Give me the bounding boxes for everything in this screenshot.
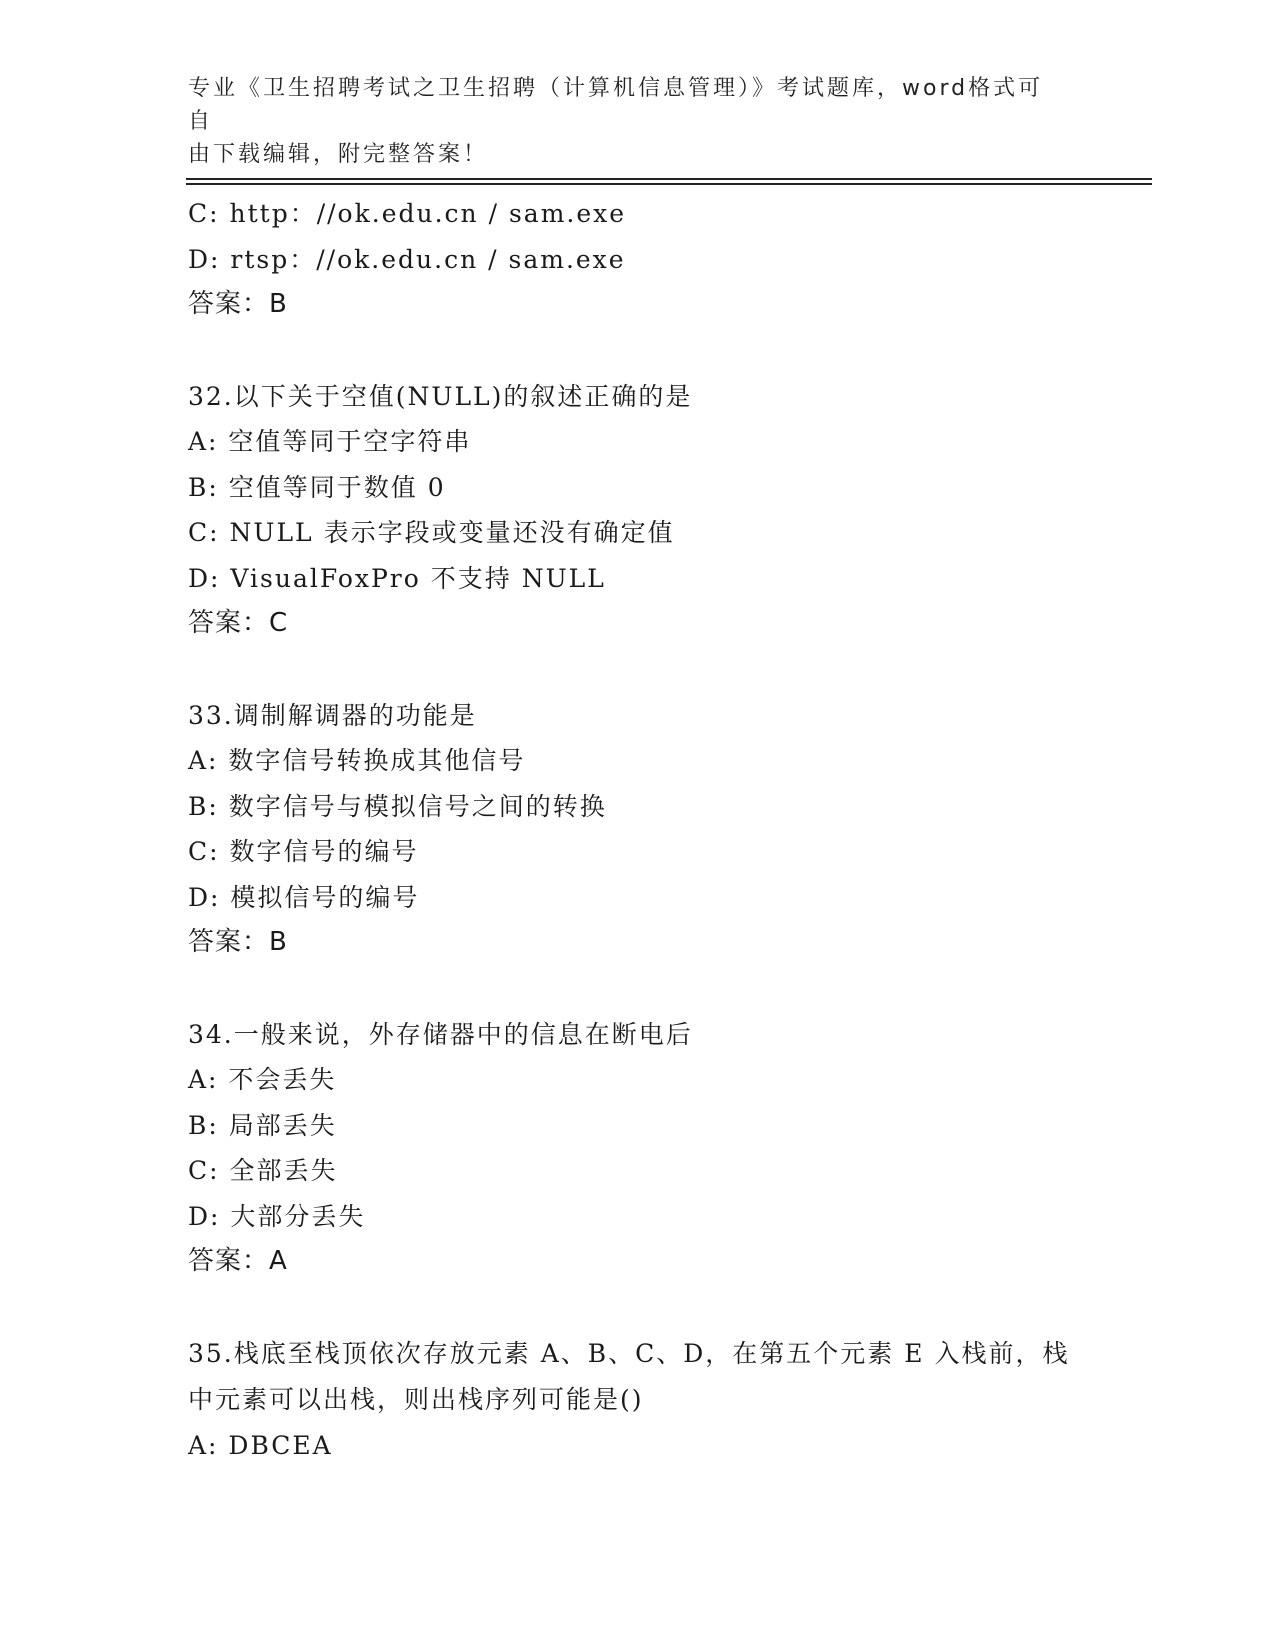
- option-c: C: NULL 表示字段或变量还没有确定值: [188, 518, 675, 547]
- option-c: C: http：//ok.edu.cn / sam.exe: [188, 199, 627, 228]
- question-stem: 32.以下关于空值(NULL)的叙述正确的是: [188, 381, 693, 411]
- question-32: [188, 374, 1088, 647]
- option-d: D: rtsp：//ok.edu.cn / sam.exe: [188, 244, 626, 274]
- answer-line: 答案：A: [188, 1246, 288, 1276]
- option-d: D: VisualFoxPro 不支持 NULL: [188, 563, 606, 593]
- answer-line: 答案：B: [188, 927, 288, 957]
- question-stem: 35.栈底至栈顶依次存放元素 A、B、C、D，在第五个元素 E 入栈前，栈中元素可以出栈，则出栈序列可能是(): [188, 1338, 1070, 1414]
- spacer: [188, 966, 1088, 1012]
- spacer: [188, 1285, 1088, 1331]
- option-b: B: 数字信号与模拟信号之间的转换: [188, 791, 607, 821]
- answer-line: 答案：C: [188, 608, 289, 638]
- option-b: B: 局部丢失: [188, 1110, 337, 1140]
- header-divider-top: [186, 178, 1152, 180]
- option-c: C: 数字信号的编号: [188, 837, 419, 866]
- answer-line: 答案：B: [188, 289, 288, 319]
- header-line-1: 专业《卫生招聘考试之卫生招聘（计算机信息管理）》考试题库，word格式可自: [188, 76, 1044, 134]
- option-d: D: 模拟信号的编号: [188, 882, 420, 912]
- question-31-continued: [188, 191, 1088, 328]
- option-a: A: 数字信号转换成其他信号: [188, 746, 526, 775]
- option-a: A: 空值等同于空字符串: [188, 427, 472, 456]
- option-c: C: 全部丢失: [188, 1156, 338, 1185]
- question-35: [188, 1331, 1088, 1469]
- spacer: [188, 647, 1088, 693]
- option-b: B: 空值等同于数值 0: [188, 472, 446, 502]
- question-34: [188, 1012, 1088, 1285]
- spacer: [188, 328, 1088, 374]
- option-a: A: DBCEA: [188, 1430, 333, 1460]
- question-list: [188, 191, 1088, 1468]
- header-line-2: 由下载编辑，附完整答案！: [188, 142, 489, 167]
- document-header: [188, 72, 1068, 171]
- header-divider-bottom: [186, 183, 1152, 185]
- question-33: [188, 693, 1088, 966]
- question-stem: 33.调制解调器的功能是: [188, 700, 477, 730]
- question-stem: 34.一般来说，外存储器中的信息在断电后: [188, 1019, 693, 1049]
- option-a: A: 不会丢失: [188, 1065, 337, 1094]
- option-d: D: 大部分丢失: [188, 1201, 366, 1231]
